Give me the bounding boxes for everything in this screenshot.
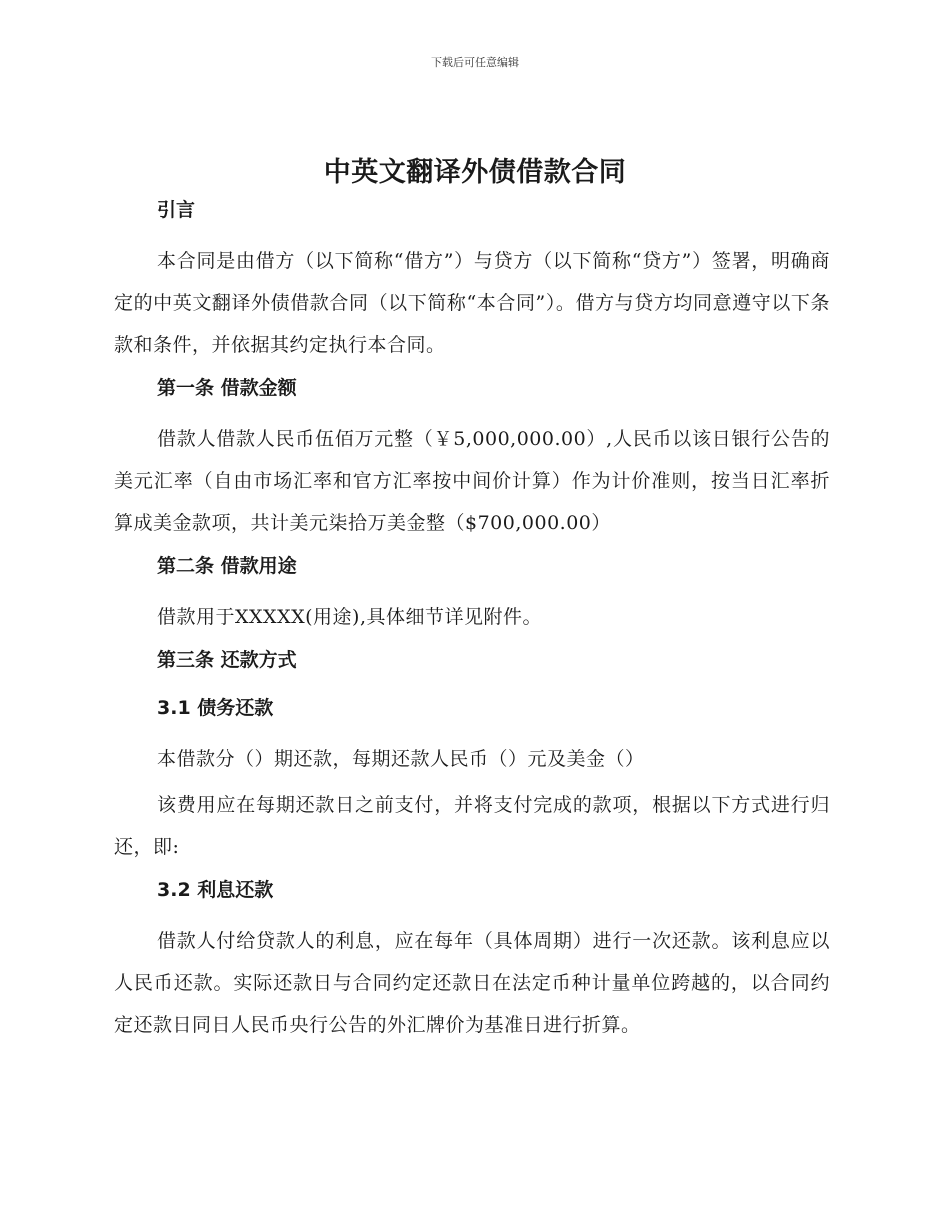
intro-paragraph: 本合同是由借方（以下简称“借方”）与贷方（以下简称“贷方”）签署，明确商定的中英文翻译外债借款合同（以下简称“本合同”）。借方与贷方均同意遵守以下条款和条件，并依据其约定执行本合同。	[114, 250, 830, 356]
document-body	[114, 192, 830, 1050]
sub31-paragraph-2: 该费用应在每期还款日之前支付，并将支付完成的款项，根据以下方式进行归还，即:	[114, 794, 830, 858]
sub32-paragraph: 借款人付给贷款人的利息，应在每年（具体周期）进行一次还款。该利息应以人民币还款。实际还款日与合同约定还款日在法定币种计量单位跨越的，以合同约定还款日同日人民币央行公告的外汇牌价为基准日进行折算。	[114, 930, 830, 1036]
article1-heading: 第一条 借款金额	[157, 377, 297, 399]
article1-paragraph: 借款人借款人民币伍佰万元整（￥5,000,000.00）,人民币以该日银行公告的美元汇率（自由市场汇率和官方汇率按中间价计算）作为计价准则，按当日汇率折算成美金款项，共计美元柒拾万美金整（$700,000.00）	[114, 428, 830, 534]
intro-heading: 引言	[157, 199, 196, 221]
sub32-heading: 3.2 利息还款	[157, 879, 274, 901]
document-title: 中英文翻译外债借款合同	[323, 157, 627, 188]
article3-heading: 第三条 还款方式	[157, 649, 297, 671]
article2-paragraph: 借款用于XXXXX(用途),具体细节详见附件。	[157, 606, 542, 628]
article2-heading: 第二条 借款用途	[157, 555, 297, 577]
sub31-heading: 3.1 债务还款	[157, 697, 274, 719]
sub31-paragraph-1: 本借款分（）期还款，每期还款人民币（）元及美金（）	[157, 748, 645, 770]
header-note: 下载后可任意编辑	[431, 56, 519, 69]
